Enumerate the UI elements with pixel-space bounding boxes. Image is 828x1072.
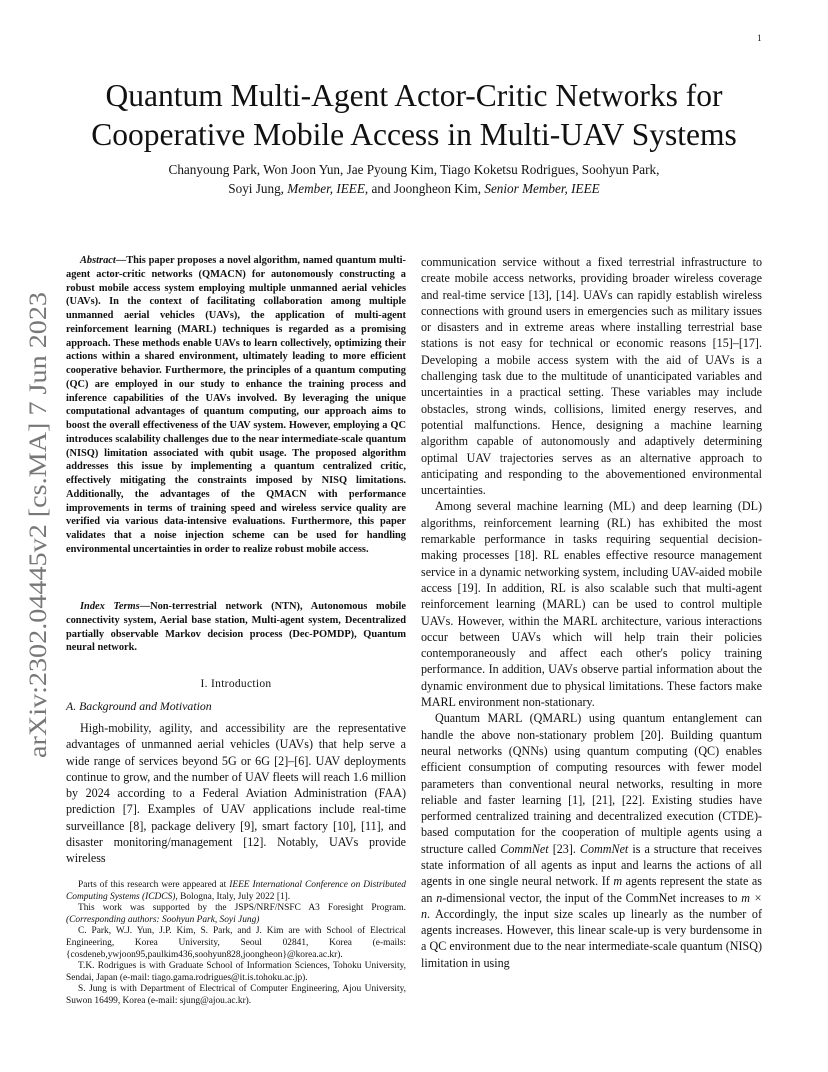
footnote-4: T.K. Rodrigues is with Graduate School of Information Sciences, Tohoku University, Sendai, Japan (e-mail: tiago.gama.rodrigues@it.is.tohoku.ac.jp). (66, 961, 406, 983)
commnet-term-2: CommNet (579, 841, 629, 856)
p3-d: agents represent the state as an (421, 874, 762, 905)
authors-line-1: Chanyoung Park, Won Joon Yun, Jae Pyoung Kim, Tiago Koketsu Rodrigues, Soohyun Park, (168, 162, 660, 177)
footnote-1-c: , Bologna, Italy, July 2022 [1]. (175, 891, 291, 902)
arxiv-sidebar-stamp (22, 290, 52, 760)
commnet-term-1: CommNet (500, 841, 549, 856)
footnote-1-venue: IEEE International Conference on Distributed Computing Systems (ICDCS) (66, 880, 406, 902)
var-n: n (436, 890, 443, 905)
footnote-2-a: This work was supported by the JSPS/NRF/NSFC A3 Foresight Program. (78, 903, 406, 914)
author-kim: , and Joongheon Kim, (364, 181, 485, 196)
intro-paragraph-block (66, 720, 406, 867)
footnote-3: C. Park, W.J. Yun, J.P. Kim, S. Park, and J. Kim are with School of Electrical Engineering, Korea University, Seoul 02841, Korea (e-mails: {cosdeneb,ywjoon95,paulkim436,soohyun828,joongheon}@korea.ac.kr). (66, 926, 406, 960)
index-terms-text: —Non-terrestrial network (NTN), Autonomous mobile connectivity system, Aerial base station, Multi-agent system, Decentralized partially observable Markov decision process (Dec-POMDP), Quantum neural network. (66, 601, 406, 654)
p3-e: -dimensional vector, the input of the CommNet increases to (442, 890, 742, 905)
index-terms-lead: Index Terms (80, 601, 140, 612)
right-paragraph-3 (421, 710, 762, 971)
var-m: m (613, 874, 623, 889)
footnote-1-a: Parts of this research were appeared at (78, 880, 230, 890)
senior-member-ieee: Senior Member, IEEE (484, 181, 600, 196)
footnote-1 (66, 880, 406, 903)
title-line-1: Quantum Multi-Agent Actor-Critic Networks for (105, 78, 723, 113)
footnote-2 (66, 903, 406, 926)
right-column (421, 254, 762, 971)
p3-a: Quantum MARL (QMARL) using quantum entanglement can handle the above non-stationary problem [20]. Building quantum neural networks (QNNs) using quantum computing (QC) enables efficient consumption of computing resources with fewer model parameters than conventional neural networks, resulting in more reliable and faster learning [1], [21], [22]. Existing studies have performed centralized training and decentralized execution (CTDE)-based computation for the cooperation of multiple agents using a structure called (421, 711, 762, 856)
abstract-text: —This paper proposes a novel algorithm, named quantum multi-agent actor-critic networks (QMACN) for autonomously constructing a robust mobile access system employing multiple unmanned aerial vehicles (UAVs). In the context of facilitating collaboration among multiple unmanned aerial vehicles (UAVs), the application of multi-agent reinforcement learning (MARL) techniques is regarded as a promising approach. These methods enable UAVs to learn collectively, optimizing their actions within a shared environment, ultimately leading to more efficient cooperative behavior. Furthermore, the principles of a quantum computing (QC) are employed in our study to enhance the training process and inference capabilities of the UAVs involved. By leveraging the unique computational advantages of quantum computing, our approach aims to boost the overall effectiveness of the UAV system. However, employing a QC introduces scalability challenges due to the near intermediate-scale quantum (NISQ) limitation associated with qubit usage. The proposed algorithm addresses this issue by implementing a quantum centralized critic, effectively mitigating the constraints imposed by NISQ limitations. Additionally, the advantages of the QMACN with performance improvements in terms of training speed and wireless service quality are verified via various data-intensive evaluations. Furthermore, this paper validates that a noise injection scheme can be used for handling environmental uncertainties in order to realize robust mobile access. (66, 255, 406, 555)
intro-paragraph: High-mobility, agility, and accessibility are the representative advantages of unmanned aerial vehicles (UAVs) that help serve a wide range of services beyond 5G or 6G [2]–[6]. UAV deployments continue to grow, and the number of UAV fleets will reach 1.6 million by 2024 according to a Federal Aviation Administration (FAA) prediction [7]. Examples of UAV applications include real-time surveillance [8], package delivery [9], smart factory [10], [11], and disaster monitoring/management [12]. Notably, UAVs provide wireless (66, 721, 406, 866)
paper-title (60, 76, 768, 154)
p3-f: . Accordingly, the input size scales up linearly as the number of agents increases. However, this linear scale-up is very burdensome in a QC environment due to the near intermediate-scale quantum (NISQ) limitation in using (421, 906, 762, 970)
footnote-2-corresponding: (Corresponding authors: Soohyun Park, Soyi Jung) (66, 914, 260, 925)
right-paragraph-2: Among several machine learning (ML) and deep learning (DL) algorithms, reinforcement learning (RL) has exhibited the most remarkable performance in tasks requiring sequential decision-making processes [18]. RL enables effective resource management service in a dynamic networking system, including UAV-aided mobile access [19]. In addition, RL is also scalable such that multi-agent reinforcement learning (MARL) can be used to control multiple UAVs. However, within the MARL architecture, various interactions occur between UAVs which will help train their policies contemporaneously and affect each other's policy training performance. In addition, UAVs observe partial information about the dynamic environment due to physical limitations. These factors make MARL environment non-stationary. (421, 499, 762, 710)
m-times-n: m × n (421, 890, 762, 921)
page-number: 1 (757, 33, 762, 43)
abstract (66, 254, 406, 557)
p3-c: is a structure that receives state information of all agents as input and learns the actions of all agents in one single neural network. If (421, 841, 763, 889)
author-jung: Soyi Jung, (228, 181, 288, 196)
title-line-2: Cooperative Mobile Access in Multi-UAV Systems (91, 117, 737, 152)
footnotes (66, 880, 406, 1008)
abstract-lead: Abstract (80, 255, 116, 266)
section-heading: I. Introduction (200, 678, 272, 690)
p3-b: [23]. (548, 841, 580, 856)
member-ieee: Member, IEEE (287, 181, 365, 196)
arxiv-identifier: arXiv:2302.04445v2 [cs.MA] 7 Jun 2023 (23, 335, 52, 758)
authors-line-2 (60, 179, 768, 198)
index-terms (66, 600, 406, 655)
right-paragraph-1: communication service without a fixed terrestrial infrastructure to create mobile access networks, providing broader wireless coverage and real-time service [13], [14]. UAVs can rapidly establish wireless connections with ground users in emergencies such as military issues or disasters and in extreme areas where installing terrestrial base stations is not easy for technical or economic reasons [15]–[17]. Developing a mobile access system with the aid of UAVs is a challenging task due to the multitude of unanticipated variables and uncertainties in a practical setting. These variables may include obstacles, strong winds, collisions, limited energy reserves, and potential malfunctions. Hence, designing a machine learning algorithm capable of autonomously and adaptively determining optimal UAV trajectories serves as an alternative approach to anticipating and responding to the abovementioned environmental uncertainties. (421, 255, 762, 498)
author-list (60, 160, 768, 198)
subsection-heading: A. Background and Motivation (66, 699, 212, 713)
footnote-5: S. Jung is with Department of Electrical of Computer Engineering, Ajou University, Suwon 16499, Korea (e-mail: sjung@ajou.ac.kr). (66, 984, 406, 1006)
